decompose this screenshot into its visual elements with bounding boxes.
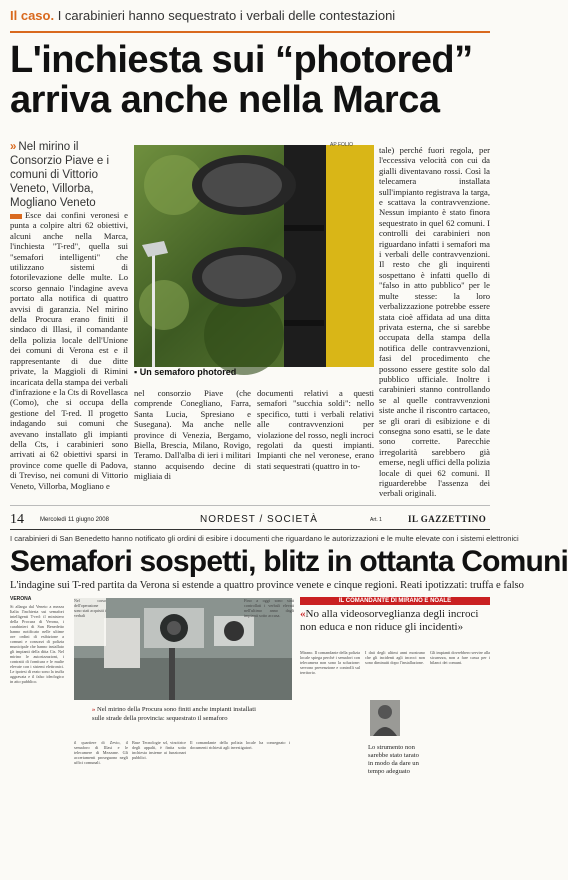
- section-label: Il caso.: [10, 8, 55, 23]
- headline-2: Semafori sospetti, blitz in ottanta Comuni: [10, 545, 568, 578]
- article2-column-5: Fino a oggi sono stati controllati i verbali elevati nell'ultimo anno dagli impianti sotto accusa.: [244, 598, 294, 618]
- kicker-line: [10, 8, 490, 30]
- person-silhouette-icon: [370, 700, 400, 736]
- interview-column-1: Mirano. Il comandante della polizia locale spiega perché i semafori con telecamera non sono la soluzione: servono prevenzione e controlli sul territorio.: [300, 650, 360, 675]
- article-column-4: tale) perché fuori regola, per l'eccessiva velocità con cui da gialli diventavano rossi. Così la telecamera installata sull'impianto registrava la targa, e scattava la contravvenzione. Nessun impianto è stato finora sequestrato in quel 62 comuni. I controlli dei carabinieri non riguardano infatti i semafori ma i verbali delle contravvenzioni. Il resto che gli inquirenti sospettano è infatti quello di "falso in atto pubblico" per le multe stesse: la loro verbalizzazione potrebbe essere stata cioè affidata ad una ditta privata esterna, che si sarebbe occupata della stampa della notifica delle contravvenzioni, fasi del procedimento che possono essere gestite solo dal pubblico ufficiale. Inoltre i carabinieri stanno controllando se al quelle contravvenzioni siste anche il riscontro cartaceo, se gli orari di esibizione e di consegna sono esatti, se le date sono corrette. Parecchie irregolarità sarebbero già emerse, negli uffici della polizia locale di quei 62 comuni. Il riguarderebbe l'assenza dei verbali originali.: [379, 145, 490, 499]
- photo-credit: AP FOLIO: [330, 142, 353, 148]
- subheadline-text: Nel mirino il Consorzio Piave e i comuni di Vittorio Veneto, Villorba, Mogliano Veneto: [10, 141, 110, 209]
- subheadline: [10, 140, 128, 210]
- newspaper-masthead: IL GAZZETTINO: [408, 514, 487, 524]
- article2-column-2: il quartiere di Zevio, il semaforo di Illasi e le telecamere di Mezzane. Gli accertamenti proseguono negli uffici comunali.: [74, 740, 128, 765]
- caption-square-icon: ▪: [134, 367, 138, 377]
- portrait-caption: Lo strumento non sarebbe stato tarato in modo da dare un tempo adeguato: [368, 744, 419, 775]
- headline-line-1: L'inchiesta sui “photored”: [10, 39, 473, 81]
- article2-column-1: Si allarga dal Veneto a mezza Italia l'inchiesta sui semafori intelligenti T-red: il ministero della Procura di Verona, i carabinieri di San Benedetto hanno notificato nelle ultime ore ordini di esibizione a comuni e consorzi di polizia municipale che hanno installato gli impianti della ditta Cts. Nel mirino le autorizzazioni, i contratti di fornitura e le multe elevate con i sistemi elettronici. Le ipotesi di reato sono la truffa aggravata e il falso ideologico in atto pubblico.: [10, 604, 64, 684]
- arrow-icon: »: [10, 141, 17, 153]
- caption-arrow-icon: »: [92, 706, 96, 713]
- box-header: IL COMANDANTE DI MIRANO E NOALE: [300, 597, 490, 605]
- pull-quote-text: No alla videosorveglianza degli incroci non educa e non riduce gli incidenti»: [300, 608, 479, 633]
- byline: VERONA: [10, 596, 32, 602]
- article-column-1: [10, 210, 128, 500]
- quote-mark-icon: «: [300, 608, 306, 620]
- photo-side-note: Nel corso dell'operazione sono stati acquisiti i verbali: [74, 598, 106, 646]
- article-column-3: documenti relativi a questi semafori "succhia soldi": nello specifico, tutti i verbali relativi alle contravvenzioni per violazione del rosso, negli incroci regolati da questi impianti. Impianti che nel veronese, erano stati sequestrati (quattro in to-: [257, 388, 374, 471]
- kicker-rule: [10, 31, 490, 33]
- interview-column-2: I dati degli ultimi anni mostrano che gli incidenti agli incroci non sono diminuiti dopo l'installazione.: [365, 650, 425, 665]
- kicker-text: I carabinieri hanno sequestrato i verbali delle contestazioni: [57, 8, 396, 23]
- subheadline-2: L'indagine sui T-red partita da Verona si estende a quattro province venete e cinque regioni. Reati ipotizzati: truffa e falso: [10, 580, 524, 591]
- pull-quote: [300, 608, 490, 634]
- header-rule: [10, 529, 490, 530]
- headline: [10, 40, 490, 120]
- photo-caption: [134, 367, 374, 379]
- article2-column-3: Base Tecnologie srl, vincitrice degli appalti, è finita sotto inchiesta insieme ai funzionari pubblici.: [132, 740, 186, 760]
- photo-caption-text: Un semaforo photored: [139, 367, 237, 377]
- section-name: NORDEST / SOCIETÀ: [200, 514, 318, 525]
- lead-marker-icon: [10, 214, 22, 219]
- article-column-2: nel consorzio Piave (che comprende Conegliano, Farra, Santa Lucia, Spresiano e Susegana). Ma anche nelle province di Venezia, Bergamo, Biella, Brescia, Milano, Rovigo, Teramo. Dall'alba di ieri i militari stanno acquisendo decine di migliaia di: [134, 388, 251, 482]
- headline-line-2: arriva anche nella Marca: [10, 79, 440, 121]
- photo2-caption: [92, 705, 257, 723]
- clip-separator: [10, 505, 490, 506]
- portrait-photo: [370, 700, 400, 736]
- page-date: Mercoledì 11 giugno 2008: [40, 517, 109, 523]
- page-code: Art. 1: [370, 517, 382, 523]
- photo2-caption-text: Nel mirino della Procura sono finiti anche impianti installati sulle strade della provincia: sequestrato il semaforo: [92, 706, 256, 722]
- interview-column-3: Gli impianti dovrebbero servire alla sicurezza, non a fare cassa per i bilanci dei comuni.: [430, 650, 491, 665]
- page-number: 14: [10, 512, 24, 527]
- traffic-light-illustration: [134, 145, 374, 367]
- traffic-light-photo: [134, 145, 374, 367]
- article2-column-4: Il comandante della polizia locale ha consegnato i documenti richiesti agli investigatori.: [190, 740, 290, 750]
- article-column-1-text: Esce dai confini veronesi e punta a colpire altri 62 obiettivi, alcuni anche nella Marca, l'inchiesta "T-red", quella sui "semafori intelligenti" che utilizzano sistemi di fotorilevazione delle multe. Lo scorso gennaio l'indagine aveva portato alla notifica di quattro avvisi di garanzia. Nel mirino della Procura erano finiti il sindaco di Illasi, il comandante della polizia locale dell'Unione dei comuni di Verona est e il rappresentante di due ditte private, la Maggioli di Rimini incaricata della stampa dei verbali d'infrazione e la Cts di Rovellasca (Como), che si occupa della gestione del T-red. Il progetto indagando sui comuni che avevano installato gli impianti della Cts, i carabinieri sono arrivati ai 62 obiettivi sparsi in province come quelle di Padova, di Treviso, nei comuni di Vittorio Veneto, Villorba, Mogliano e: [10, 210, 128, 491]
- kicker-2: I carabinieri di San Benedetto hanno notificato gli ordini di esibire i documenti che riguardano le autorizzazioni e le multe elevate con i sistemi elettronici: [10, 534, 519, 543]
